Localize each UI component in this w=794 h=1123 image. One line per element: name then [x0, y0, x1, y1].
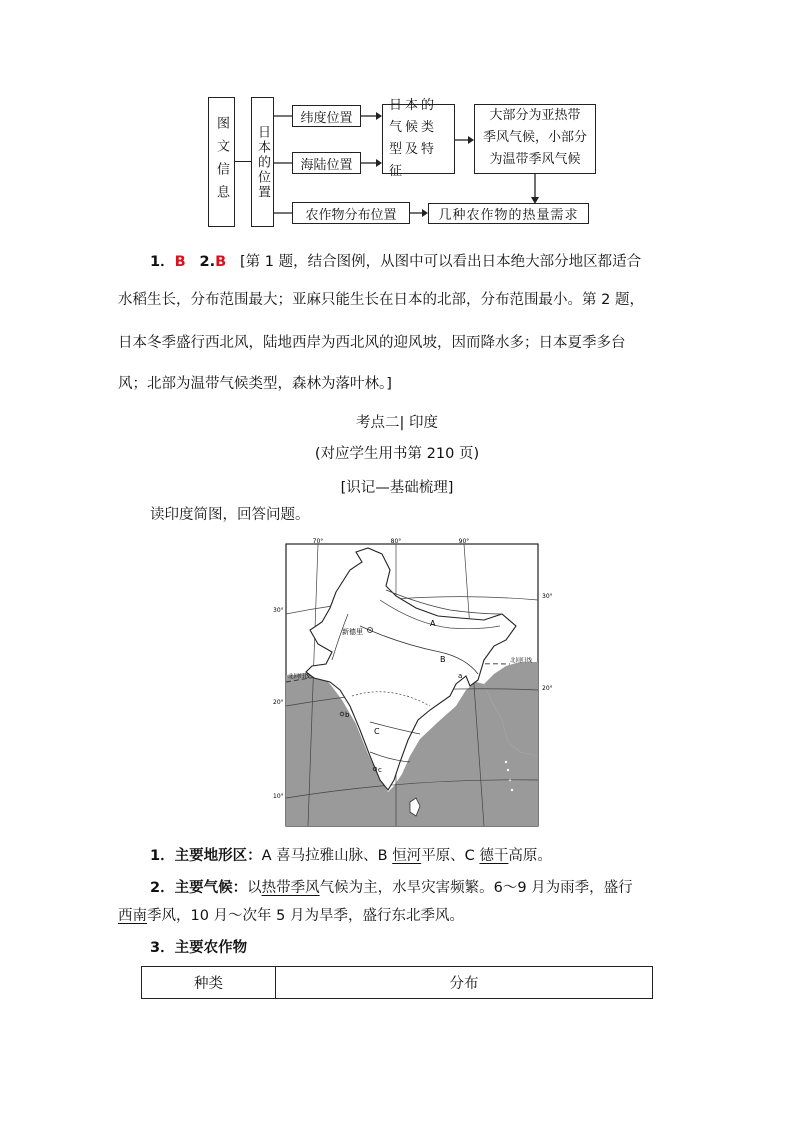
header-type: 种类 [142, 967, 276, 999]
section-reference: (对应学生用书第 210 页) [314, 446, 480, 462]
info-box-label: 图文信息 [214, 116, 229, 208]
point-2-u1: 热带季风 [261, 880, 320, 896]
climate-result-line2: 季风气候，小部分 [482, 130, 587, 145]
section-title: 考点二| 印度 [356, 415, 438, 431]
heat-need-box [428, 203, 589, 224]
answer-line-4 [118, 374, 678, 394]
island-1 [505, 761, 507, 763]
climate-result-box [474, 104, 596, 174]
point-2-a: 以 [247, 880, 262, 896]
answer-line-1 [150, 252, 710, 272]
answer-text-2: 水稻生长，分布范围最大；亚麻只能生长在日本的北部，分布范围最小。第 2 题， [118, 292, 644, 308]
point-2-c: 季风，10 月～次年 5 月为旱季，盛行东北季风。 [147, 908, 465, 924]
point-b-label: b [345, 711, 350, 719]
point-1-a: A 喜马拉雅山脉、B [261, 848, 393, 864]
q1-number: 1． [150, 254, 175, 270]
lat-20-right: 20° [542, 685, 553, 692]
point-a-label: a [458, 672, 463, 680]
point-1 [150, 846, 710, 866]
india-map [270, 534, 570, 830]
lat-20-left: 20° [273, 699, 284, 706]
map-intro: 读印度简图，回答问题。 [150, 507, 310, 523]
point-1-c: 德干 [479, 848, 509, 864]
point-3 [150, 938, 710, 958]
climate-type-box [382, 98, 455, 179]
lon-80-label: 80° [390, 538, 402, 545]
crop-location-label: 农作物分布位置 [305, 207, 397, 223]
point-3-head: 主要农作物 [174, 940, 248, 956]
region-b-label: B [440, 655, 446, 664]
answer-text-1: [第 1 题，结合图例，从图中可以看出日本绝大部分地区都适合 [239, 254, 642, 270]
region-c-label: C [374, 727, 380, 736]
point-1-head: 主要地形区： [174, 848, 262, 864]
lon-70-label: 70° [312, 538, 324, 545]
lat-30-right: 30° [542, 593, 553, 600]
point-1-mid: 平原、C [421, 848, 480, 864]
table-header-row [142, 967, 653, 999]
land-sea-box [292, 152, 361, 174]
lat-30-left: 30° [273, 607, 284, 614]
point-2-b: 气候为主，水旱灾害频繁。6～9 月为雨季，盛行 [319, 880, 633, 896]
point-2-line-1 [150, 878, 710, 898]
q1-answer: B [174, 254, 186, 270]
climate-type-label: 日本的气候类型及特征 [389, 98, 438, 179]
answer-text-4: 风；北部为温带气候类型，森林为落叶林。] [118, 376, 392, 392]
answer-line-2 [118, 290, 678, 310]
region-a-label: A [430, 619, 436, 628]
land-sea-label: 海陆位置 [300, 157, 353, 173]
answer-line-3 [118, 333, 678, 353]
tropic-label-left: 北回归线 [288, 674, 311, 680]
capital-label: 新德里 [342, 628, 363, 636]
lon-90-label: 90° [458, 538, 470, 545]
lat-10-left: 10° [273, 793, 284, 800]
q2-number: 2. [199, 254, 216, 270]
point-3-number: 3． [150, 940, 175, 956]
climate-result-line1: 大部分为亚热带 [489, 108, 581, 123]
island-4 [511, 789, 513, 791]
point-c-label: c [378, 766, 382, 774]
latitude-box [292, 105, 361, 127]
japan-location-label: 日本的位置 [255, 124, 270, 200]
climate-result-line3: 为温带季风气候 [489, 152, 581, 167]
section-subtitle: [识记—基础梳理] [340, 480, 454, 496]
crop-table [141, 966, 653, 999]
tropic-label-right: 北回归线 [510, 658, 533, 664]
heat-need-label: 几种农作物的热量需求 [438, 208, 579, 223]
header-distribution: 分布 [276, 967, 653, 999]
answer-text-3: 日本冬季盛行西北风，陆地西岸为西北风的迎风坡，因而降水多；日本夏季多台 [118, 335, 626, 351]
point-1-number: 1． [150, 848, 175, 864]
point-2-number: 2． [150, 880, 175, 896]
q2-answer: B [215, 254, 227, 270]
point-1-end: 高原。 [508, 848, 552, 864]
island-2 [507, 769, 509, 771]
point-2-line-2 [118, 906, 678, 926]
point-1-b: 恒河 [392, 848, 422, 864]
capital-dot [369, 629, 371, 631]
latitude-label: 纬度位置 [300, 110, 353, 126]
crop-location-box [292, 202, 410, 224]
point-2-head: 主要气候： [174, 880, 248, 896]
point-2-u2: 西南 [118, 908, 147, 924]
